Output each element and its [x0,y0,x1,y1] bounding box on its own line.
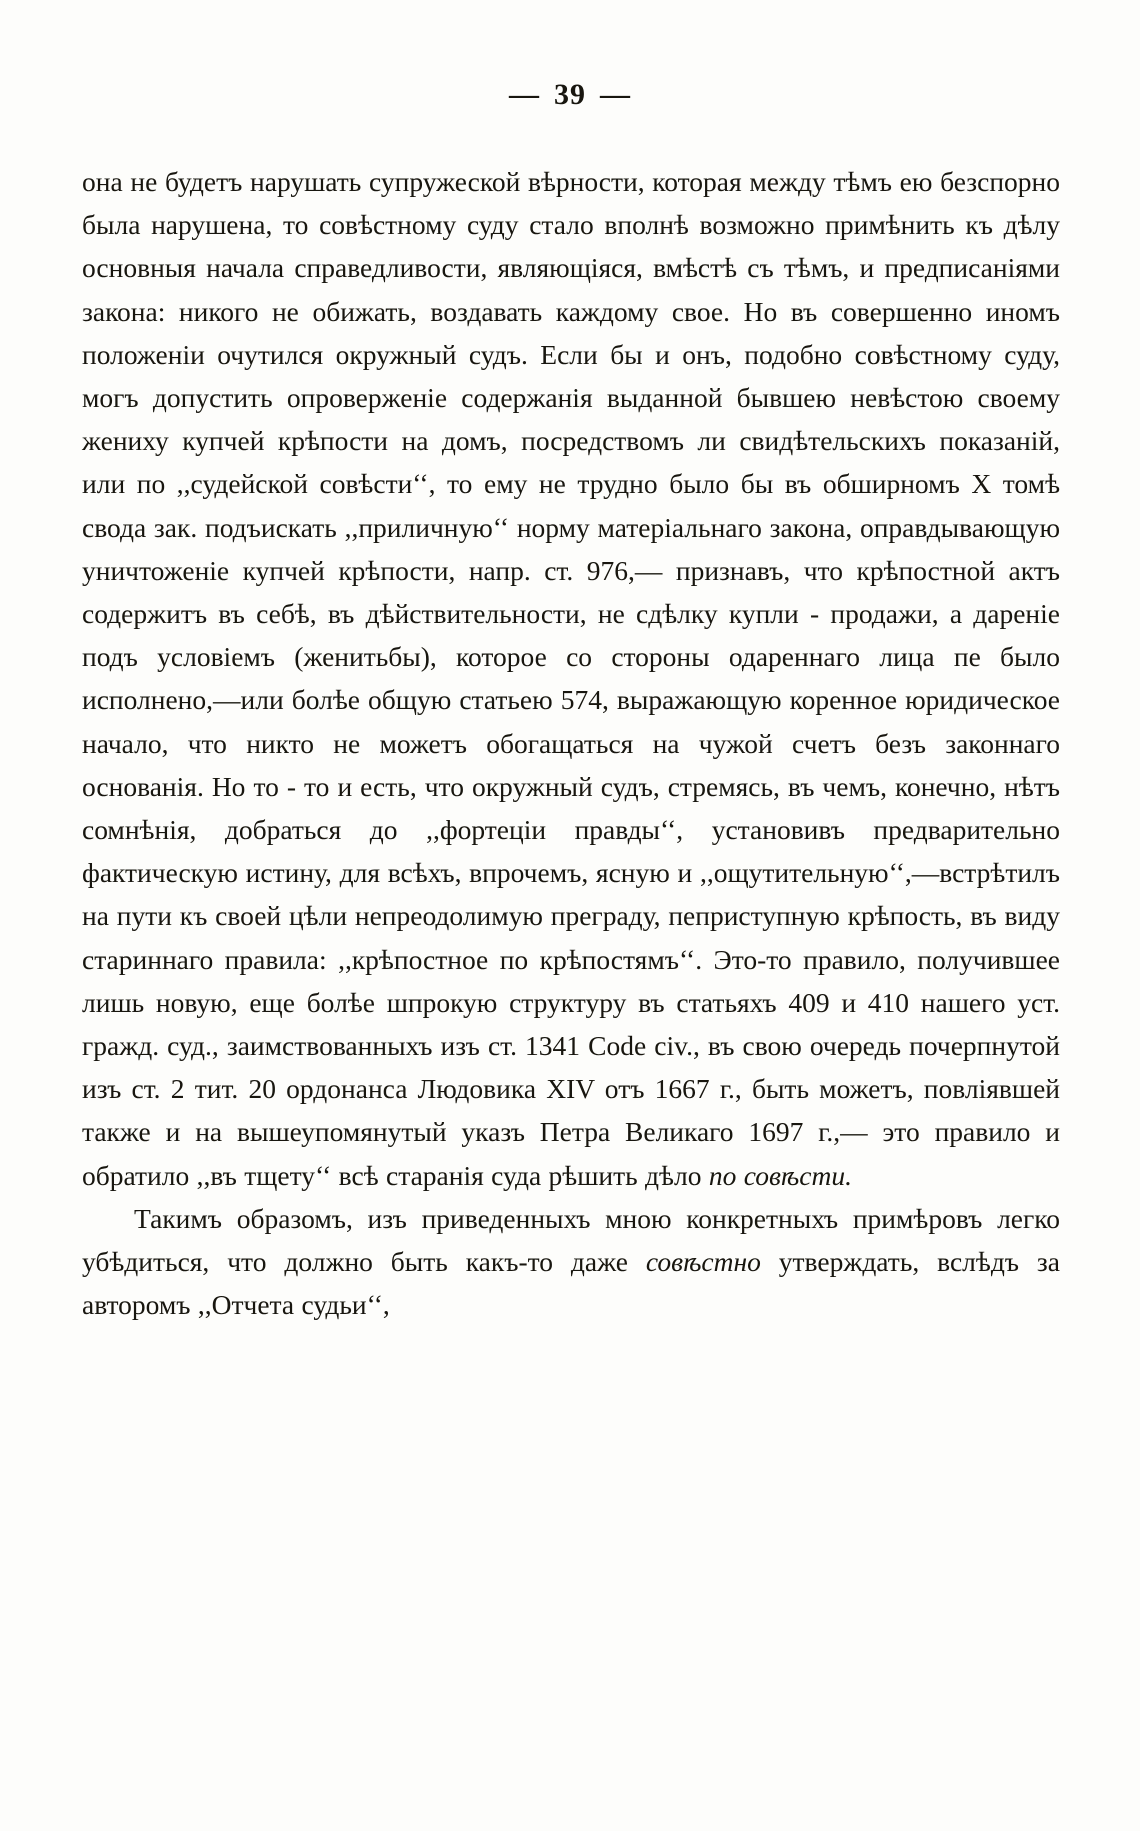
paragraph-final-lead: Такимъ образомъ, изъ приведенныхъ мною конкретныхъ примѣровъ легко убѣдиться, что должно быть какъ-то даже [82,1202,1060,1278]
paragraph-main-text: она не будетъ нарушать супружеской вѣрности, которая между тѣмъ ею безспорно была нарушена, то совѣстному суду стало вполнѣ возможно примѣнить къ дѣлу основныя начала справедливости, являющіяся, вмѣстѣ съ тѣмъ, и предписаніями закона: никого не обижать, воздавать каждому свое. Но въ совершенно иномъ положеніи очутился окружный судъ. Если бы и онъ, подобно совѣстному суду, могъ допустить опроверженіе содержанія выданной бывшею невѣстою своему жениху купчей крѣпости на домъ, посредствомъ ли свидѣтельскихъ показаній, или по ,,судейской совѣсти‘‘, то ему не трудно было бы въ обширномъ X томѣ свода зак. подъискать ,,приличную‘‘ норму матеріальнаго закона, оправдывающую уничтоженіе купчей крѣпости, напр. ст. 976,— признавъ, что крѣпостной актъ содержитъ въ себѣ, въ дѣйствительности, не сдѣлку купли - продажи, а дареніе подъ условіемъ (женитьбы), которое со стороны одареннаго лица пе было исполнено,—или болѣе общую статьею 574, выражающую коренное юридическое начало, что никто не можетъ обогащаться на чужой счетъ безъ законнаго основанія. Но то - то и есть, что окружный судъ, стремясь, въ чемъ, конечно, нѣтъ сомнѣнія, добраться до ,,фортеціи правды‘‘, установивъ предварительно фактическую истину, для всѣхъ, впрочемъ, ясную и ,,ощутительную‘‘,—встрѣтилъ на пути къ своей цѣли непреодолимую преграду, пеприступную крѣпость, въ виду стариннаго правила: ,,крѣпостное по крѣпостямъ‘‘. Это-то правило, получившее лишь новую, еще болѣе шпрокую структуру въ статьяхъ 409 и 410 нашего уст. гражд. суд., заимствованныхъ изъ ст. 1341 Code civ., въ свою очередь почерпнутой изъ ст. 2 тит. 20 ордонанса Людовика XIV отъ 1667 г., быть можетъ, повліявшей также и на вышеупомянутый указъ Петра Великаго 1697 г.,— это правило и обратило ,,въ тщету‘‘ всѣ старанія суда рѣшить дѣло [82,166,1060,1191]
paragraph-main [82,160,1060,1197]
page-number-right-dash: — [600,78,631,111]
paragraph-main-italic-tail: по совѣсти. [708,1159,852,1191]
paragraph-final-tail: утверждать, вслѣдъ за авторомъ ,,Отчета судьи‘‘, [82,1246,1060,1321]
paragraph-final-italic: совѣстно [645,1246,761,1278]
page-number-value: 39 [554,78,586,111]
body-text [82,160,1060,1326]
paragraph-final [82,1197,1060,1327]
page-number-left-dash: — [509,78,540,111]
page-number [0,78,1140,112]
